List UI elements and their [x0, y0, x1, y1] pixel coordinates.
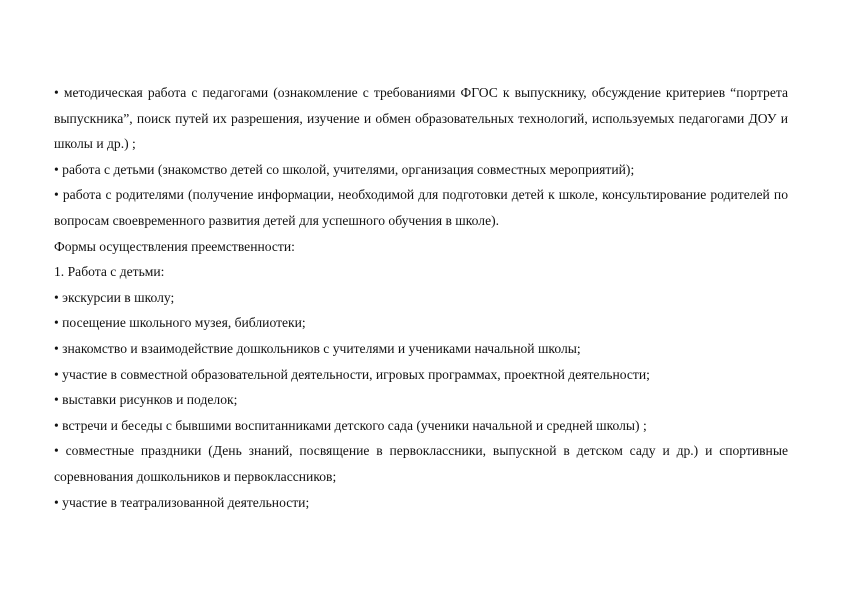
list-item: • выставки рисунков и поделок; — [54, 392, 238, 408]
document-page — [54, 80, 788, 515]
list-item: • совместные праздники (День знаний, посвящение в первоклассники, выпускной в детском саду и др.) и спортивные соревнования дошкольников и первоклассников; — [54, 443, 788, 484]
numbered-item-children: 1. Работа с детьми: — [54, 264, 165, 280]
section-heading-forms: Формы осуществления преемственности: — [54, 238, 295, 254]
paragraph-work-with-parents: • работа с родителями (получение информации, необходимой для подготовки детей к школе, консультирование родителей по вопросам своевременного развития детей для успешного обучения в школе). — [54, 187, 788, 228]
list-item: • экскурсии в школу; — [54, 289, 175, 305]
paragraph-methodical-work: • методическая работа с педагогами (ознакомление с требованиями ФГОС к выпускнику, обсуждение критериев “портрета выпускника”, поиск путей их разрешения, изучение и обмен образовательных технологий, используемых педагогами ДОУ и школы и др.) ; — [54, 85, 788, 152]
paragraph-work-with-children: • работа с детьми (знакомство детей со школой, учителями, организация совместных мероприятий); — [54, 161, 635, 177]
list-item: • участие в совместной образовательной деятельности, игровых программах, проектной деятельности; — [54, 366, 650, 382]
list-item: • посещение школьного музея, библиотеки; — [54, 315, 306, 331]
list-item: • участие в театрализованной деятельности; — [54, 494, 310, 510]
list-item: • знакомство и взаимодействие дошкольников с учителями и учениками начальной школы; — [54, 340, 581, 356]
list-item: • встречи и беседы с бывшими воспитанниками детского сада (ученики начальной и средней школы) ; — [54, 417, 647, 433]
